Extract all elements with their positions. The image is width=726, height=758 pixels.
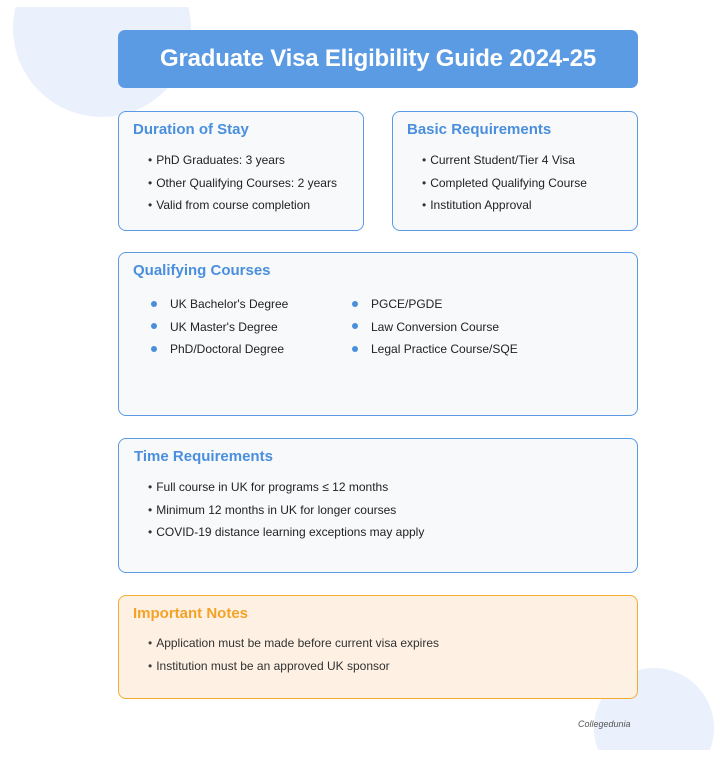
list-item: UK Master's Degree xyxy=(151,316,288,339)
bullet-dot-icon xyxy=(151,301,157,307)
bullet-icon: • xyxy=(422,153,427,167)
basic-requirements-card xyxy=(392,111,638,231)
notes-list xyxy=(148,632,439,677)
bullet-icon: • xyxy=(148,198,153,212)
list-item: • Valid from course completion xyxy=(148,194,337,217)
bullet-dot-icon xyxy=(151,346,157,352)
card-title: Time Requirements xyxy=(134,448,273,465)
list-item: • PhD Graduates: 3 years xyxy=(148,149,337,172)
list-item: Law Conversion Course xyxy=(352,316,518,339)
bullet-icon: • xyxy=(422,175,427,190)
time-requirements-list xyxy=(148,476,424,544)
bullet-icon: • xyxy=(148,502,153,517)
bullet-icon: • xyxy=(148,658,153,673)
duration-list xyxy=(148,149,337,217)
page-title: Graduate Visa Eligibility Guide 2024-25 xyxy=(160,45,596,72)
bullet-dot-icon xyxy=(151,323,157,329)
important-notes-card xyxy=(118,595,638,699)
brand-footer: Collegedunia xyxy=(578,719,631,729)
list-item: • Institution must be an approved UK sponsor xyxy=(148,655,439,678)
bullet-dot-icon xyxy=(352,301,358,307)
list-item: • Minimum 12 months in UK for longer courses xyxy=(148,499,424,522)
courses-list-right xyxy=(352,293,518,361)
courses-list-left xyxy=(151,293,288,361)
card-title: Important Notes xyxy=(133,605,249,622)
bullet-icon: • xyxy=(148,636,153,650)
bullet-icon: • xyxy=(422,198,427,212)
basic-requirements-list xyxy=(422,149,587,217)
time-requirements-card xyxy=(118,438,638,573)
list-item: • Full course in UK for programs ≤ 12 months xyxy=(148,476,424,499)
list-item: • Application must be made before current visa expires xyxy=(148,632,439,655)
bullet-dot-icon xyxy=(352,346,358,352)
title-banner xyxy=(118,30,638,88)
list-item: • Institution Approval xyxy=(422,194,587,217)
list-item: PhD/Doctoral Degree xyxy=(151,338,288,361)
bullet-icon: • xyxy=(148,153,153,167)
bullet-icon: • xyxy=(148,480,153,494)
duration-of-stay-card xyxy=(118,111,364,231)
list-item: • Current Student/Tier 4 Visa xyxy=(422,149,587,172)
list-item: PGCE/PGDE xyxy=(352,293,518,316)
list-item: Legal Practice Course/SQE xyxy=(352,338,518,361)
list-item: • Completed Qualifying Course xyxy=(422,172,587,195)
list-item: UK Bachelor's Degree xyxy=(151,293,288,316)
qualifying-courses-card xyxy=(118,252,638,416)
bullet-icon: • xyxy=(148,525,153,539)
bullet-dot-icon xyxy=(352,323,358,329)
card-title: Qualifying Courses xyxy=(133,262,271,279)
list-item: • Other Qualifying Courses: 2 years xyxy=(148,172,337,195)
card-title: Basic Requirements xyxy=(407,121,552,138)
card-title: Duration of Stay xyxy=(133,121,249,138)
list-item: • COVID-19 distance learning exceptions may apply xyxy=(148,521,424,544)
bullet-icon: • xyxy=(148,175,153,190)
